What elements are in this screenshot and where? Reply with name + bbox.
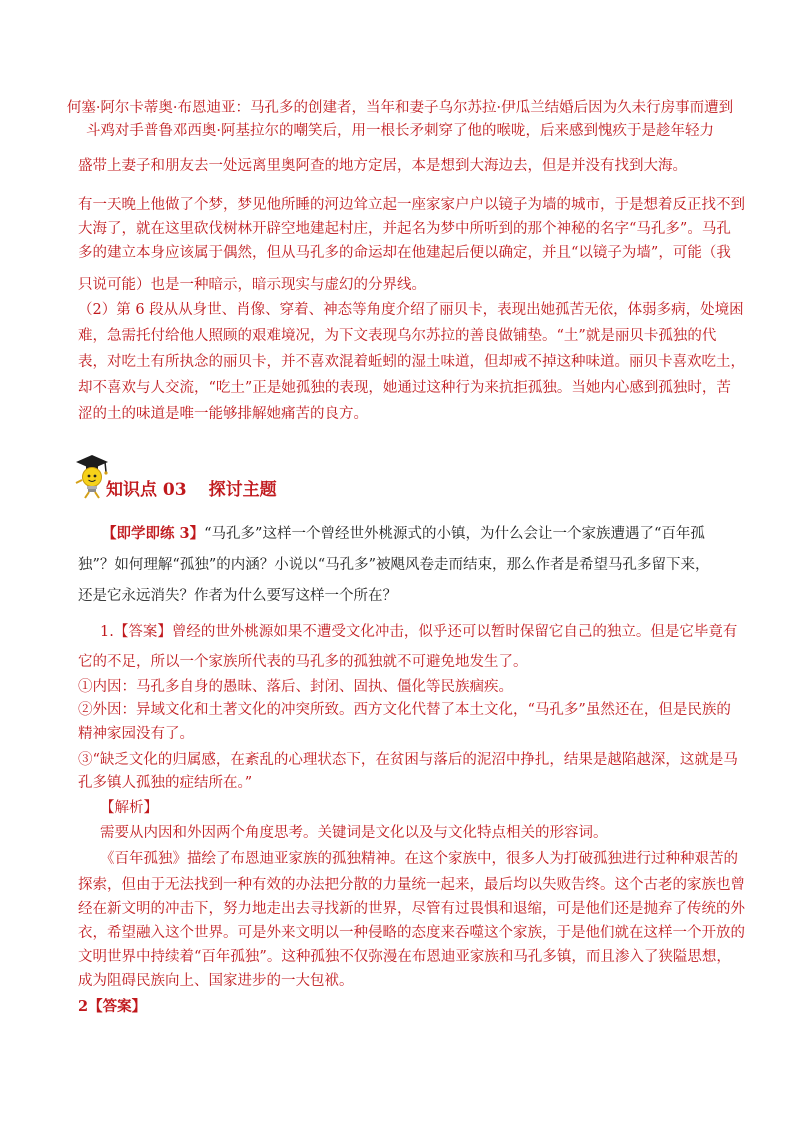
rebecca-line-3: 表，对吃土有所执念的丽贝卡，并不喜欢混着蚯蚓的湿土味道，但却戒不掉这种味道。丽贝卡喜欢吃土， xyxy=(78,354,745,370)
answer-1-item-3-line-1: ③“缺乏文化的归属感，在紊乱的心理状态下，在贫困与落后的泥沼中挣扎，结果是越陷越深，这就是马 xyxy=(78,752,738,768)
rebecca-line-2: 难，急需托付给他人照顾的艰难境况，为下文表现乌尔苏拉的善良做铺垫。“土”就是丽贝卡孤独的代 xyxy=(78,328,717,344)
dream-line-3: 多的建立本身应该属于偶然，但从马孔多的命运却在他建起后便以确定，并且“以镜子为墙”，可能（我 xyxy=(78,245,731,261)
answer-1-item-2-line-1: ②外因：异域文化和土著文化的冲突所致。西方文化代替了本土文化，“马孔多”虽然还在，但是民族的 xyxy=(78,702,731,718)
intro-line-2: 斗鸡对手普鲁邓西奥·阿基拉尔的嘲笑后，用一根长矛刺穿了他的喉咙，后来感到愧疚于是趁年轻力 xyxy=(85,123,715,139)
answer-2-label: 2【答案】 xyxy=(78,998,147,1015)
dream-line-1: 有一天晚上他做了个梦，梦见他所睡的河边耸立起一座家家户户以镜子为墙的城市，于是想着反正找不到 xyxy=(78,197,745,213)
exercise-line-3: 还是它永远消失？作者为什么要写这样一个所在？ xyxy=(78,588,397,604)
exercise-tag: 【即学即练 3】 xyxy=(102,525,205,542)
answer-1-item-2-line-2: 精神家园没有了。 xyxy=(78,726,194,742)
analysis-keyline: 需要从内因和外因两个角度思考。关键词是文化以及与文化特点相关的形容词。 xyxy=(100,825,608,841)
rebecca-line-1: （2）第 6 段从从身世、肖像、穿着、神态等角度介绍了丽贝卡，表现出她孤苦无依，体弱多病，处境困 xyxy=(78,302,744,318)
intro-line-1: 何塞·阿尔卡蒂奥·布恩迪亚：马孔多的创建者，当年和妻子乌尔苏拉·伊瓜兰结婚后因为久未行房事而遭到 xyxy=(66,100,734,116)
answer-1-text: 曾经的世外桃源如果不遭受文化冲击，似乎还可以暂时保留它自己的独立。但是它毕竟有 xyxy=(171,624,738,640)
analysis-line-1: 《百年孤独》描绘了布恩迪亚家族的孤独精神。在这个家族中，很多人为打破孤独进行过种种艰苦的 xyxy=(100,851,738,867)
answer-1-line-2: 它的不足，所以一个家族所代表的马孔多的孤独就不可避免地发生了。 xyxy=(78,654,528,670)
analysis-line-4: 衣，希望融入这个世界。可是外来文明以一种侵略的态度来吞噬这个家族，于是他们就在这样一个开放的 xyxy=(78,925,745,941)
answer-1-line-1 xyxy=(100,622,737,642)
analysis-line-2: 探索，但由于无法找到一种有效的办法把分散的力量统一起来，最后均以失败告终。这个古老的家族也曾 xyxy=(78,877,745,893)
answer-1-item-1: ①内因：马孔多自身的愚昧、落后、封闭、固执、僵化等民族痼疾。 xyxy=(78,679,513,695)
exercise-line-2: 独”？如何理解“孤独”的内涵？小说以“马孔多”被飓风卷走而结束，那么作者是希望马孔多留下来， xyxy=(78,557,710,573)
analysis-line-6: 成为阻碍民族向上、国家进步的一大包袱。 xyxy=(78,973,354,989)
rebecca-line-4: 却不喜欢与人交流，“吃土”正是她孤独的表现，她通过这种行为来抗拒孤独。当她内心感到孤独时，苦 xyxy=(78,380,731,396)
dream-line-4: 只说可能）也是一种暗示，暗示现实与虚幻的分界线。 xyxy=(78,277,426,293)
section-topic: 探讨主题 xyxy=(208,480,277,500)
exercise-text-1: “马孔多”这样一个曾经世外桃源式的小镇，为什么会让一个家族遭遇了“百年孤 xyxy=(204,526,705,542)
answer-1-item-3-line-2: 孔多镇人孤独的症结所在。” xyxy=(78,775,253,791)
analysis-label: 【解析】 xyxy=(100,800,158,816)
answer-1-label: 1.【答案】 xyxy=(100,624,172,640)
exercise-line-1 xyxy=(102,524,705,544)
dream-line-2: 大海了，就在这里砍伐树林开辟空地建起村庄，并起名为梦中所听到的那个神秘的名字“马孔多”。马孔 xyxy=(78,221,731,237)
section-number: 知识点 03 xyxy=(106,480,187,500)
graduate-lightbulb-icon xyxy=(72,453,110,499)
rebecca-line-5: 涩的土的味道是唯一能够排解她痛苦的良方。 xyxy=(78,406,368,422)
section-title xyxy=(106,475,277,500)
analysis-line-3: 经在新文明的冲击下，努力地走出去寻找新的世界，尽管有过畏惧和退缩，可是他们还是抛弃了传统的外 xyxy=(78,901,745,917)
analysis-line-5: 文明世界中持续着“百年孤独”。这种孤独不仅弥漫在布恩迪亚家族和马孔多镇，而且渗入了狭隘思想， xyxy=(78,949,731,965)
intro-line-3: 盛带上妻子和朋友去一处远离里奥阿查的地方定居，本是想到大海边去，但是并没有找到大海。 xyxy=(78,158,687,174)
